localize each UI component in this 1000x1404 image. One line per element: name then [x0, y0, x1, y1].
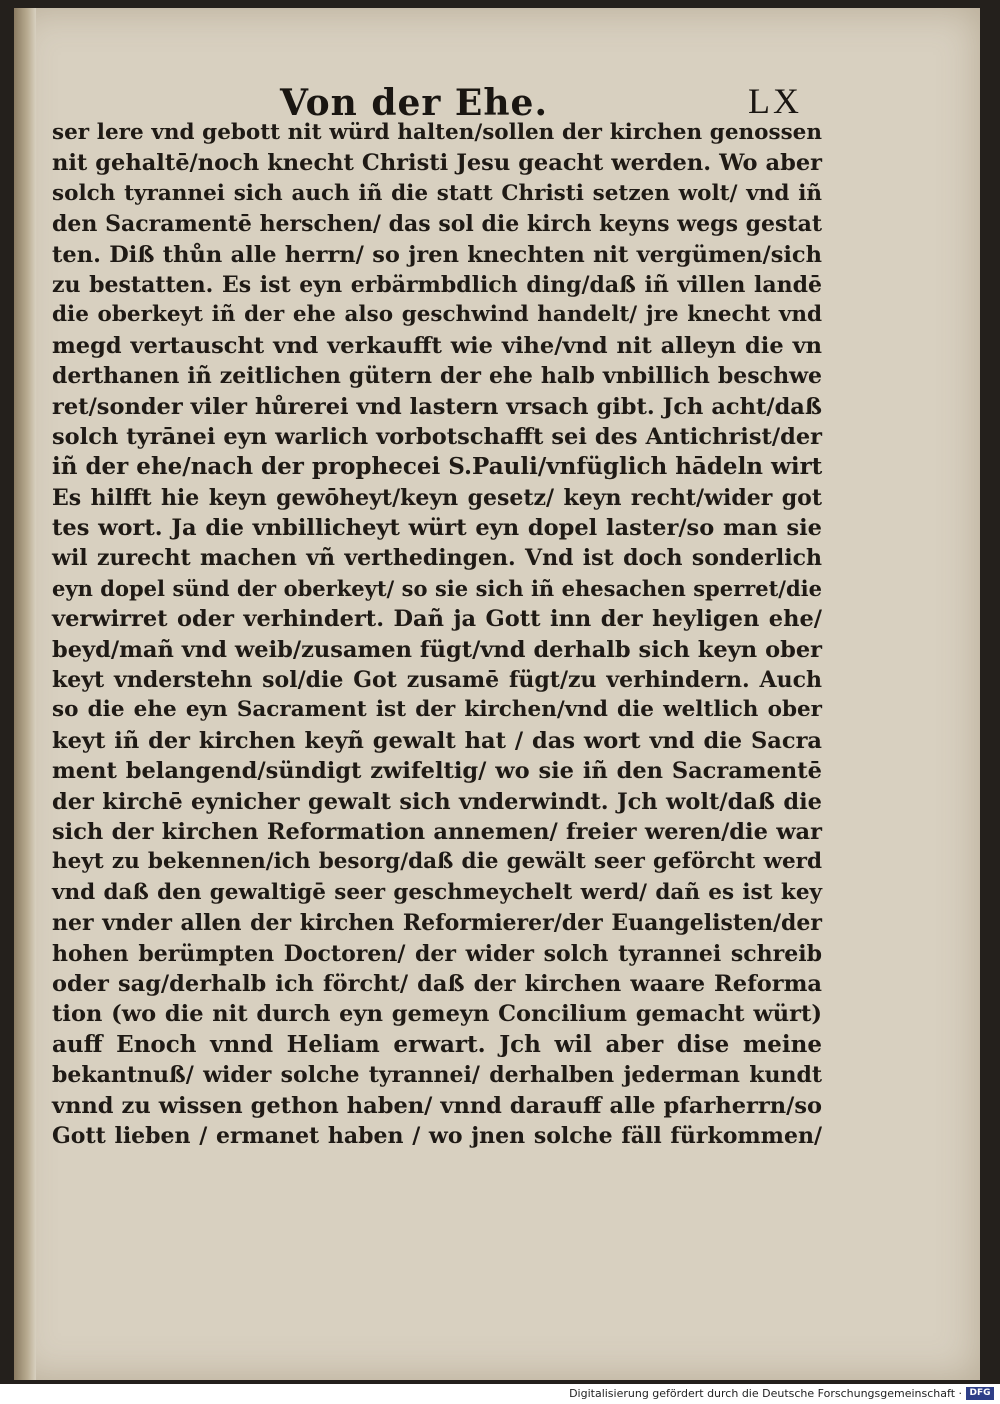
- page-binding-edge: [14, 8, 36, 1380]
- text-line: auff Enoch vnnd Heliam erwart. Jch wil aber dise meine: [52, 1030, 822, 1058]
- text-line: keyt iñ der kirchen keyñ gewalt hat / das wort vnd die Sacra: [52, 727, 822, 754]
- text-line: Es hilfft hie keyn gewōheyt/keyn gesetz/ keyn recht/wider got: [52, 484, 822, 511]
- text-line: ner vnder allen der kirchen Reformierer/der Euangelisten/der: [52, 910, 822, 937]
- text-line: verwirret oder verhindert. Dañ ja Gott inn der heyligen ehe/: [52, 606, 822, 633]
- text-line: der kirchē eynicher gewalt sich vnderwindt. Jch wolt/daß die: [52, 788, 822, 815]
- text-line: den Sacramentē herschen/ das sol die kirch keyns wegs gestat: [52, 211, 822, 238]
- text-line: solch tyrannei sich auch iñ die statt Christi setzen wolt/ vnd iñ: [52, 180, 822, 206]
- text-line: vnd daß den gewaltigē seer geschmeychelt werd/ dañ es ist key: [52, 879, 822, 905]
- text-line: ten. Diß thůn alle herrn/ so jren knechten nit vergümen/sich: [52, 241, 822, 268]
- footer-bar: [0, 1384, 1000, 1404]
- text-line: derthanen iñ zeitlichen gütern der ehe halb vnbillich beschwe: [52, 363, 822, 390]
- main-text-block: [52, 118, 822, 1151]
- text-line: Gott lieben / ermanet haben / wo jnen solche fäll fürkommen/: [52, 1122, 822, 1149]
- text-line: ret/sonder viler hůrerei vnd lastern vrsach gibt. Jch acht/daß: [52, 393, 822, 420]
- running-head-title: Von der Ehe.: [280, 82, 548, 124]
- text-line: ment belangend/sündigt zwifeltig/ wo sie iñ den Sacramentē: [52, 758, 822, 785]
- text-line: megd vertauscht vnd verkaufft wie vihe/vnd nit alleyn die vn: [52, 332, 822, 359]
- text-line: eyn dopel sünd der oberkeyt/ so sie sich iñ ehesachen sperret/die: [52, 575, 822, 601]
- text-line: hohen berümpten Doctoren/ der wider solch tyrannei schreib: [52, 940, 822, 967]
- text-line: keyt vnderstehn sol/die Got zusamē fügt/zu verhindern. Auch: [52, 667, 822, 694]
- text-line: oder sag/derhalb ich förcht/ daß der kirchen waare Reforma: [52, 970, 822, 997]
- text-line: tion (wo die nit durch eyn gemeyn Concilium gemacht würt): [52, 1001, 822, 1028]
- text-line: solch tyrānei eyn warlich vorbotschafft sei des Antichrist/der: [52, 423, 822, 450]
- text-line: bekantnuß/ wider solche tyrannei/ derhalben jederman kundt: [52, 1062, 822, 1089]
- text-line: zu bestatten. Es ist eyn erbärmbdlich ding/daß iñ villen landē: [52, 271, 822, 298]
- text-line: nit gehaltē/noch knecht Christi Jesu geacht werden. Wo aber: [52, 150, 822, 177]
- folio-number: LX: [748, 81, 802, 121]
- text-line: iñ der ehe/nach der prophecei S.Pauli/vnfüglich hādeln wirt: [52, 453, 823, 481]
- digitization-credit: Digitalisierung gefördert durch die Deutsche Forschungsgemeinschaft ·: [569, 1387, 962, 1400]
- text-line: vnnd zu wissen gethon haben/ vnnd darauff alle pfarherrn/so: [52, 1092, 822, 1119]
- text-line: so die ehe eyn Sacrament ist der kirchen/vnd die weltlich ober: [52, 697, 822, 723]
- text-line: ser lere vnd gebott nit würd halten/sollen der kirchen genossen: [52, 120, 822, 145]
- text-line: beyd/mañ vnd weib/zusamen fügt/vnd derhalb sich keyn ober: [52, 636, 822, 663]
- text-line: sich der kirchen Reformation annemen/ freier weren/die war: [52, 818, 822, 845]
- text-line: tes wort. Ja die vnbillicheyt würt eyn dopel laster/so man sie: [52, 515, 822, 542]
- text-line: heyt zu bekennen/ich besorg/daß die gewält seer geförcht werd: [52, 849, 822, 875]
- text-line: die oberkeyt iñ der ehe also geschwind handelt/ jre knecht vnd: [52, 302, 822, 328]
- dfg-logo: DFG: [966, 1387, 994, 1400]
- text-line: wil zurecht machen vñ verthedingen. Vnd ist doch sonderlich: [52, 545, 822, 572]
